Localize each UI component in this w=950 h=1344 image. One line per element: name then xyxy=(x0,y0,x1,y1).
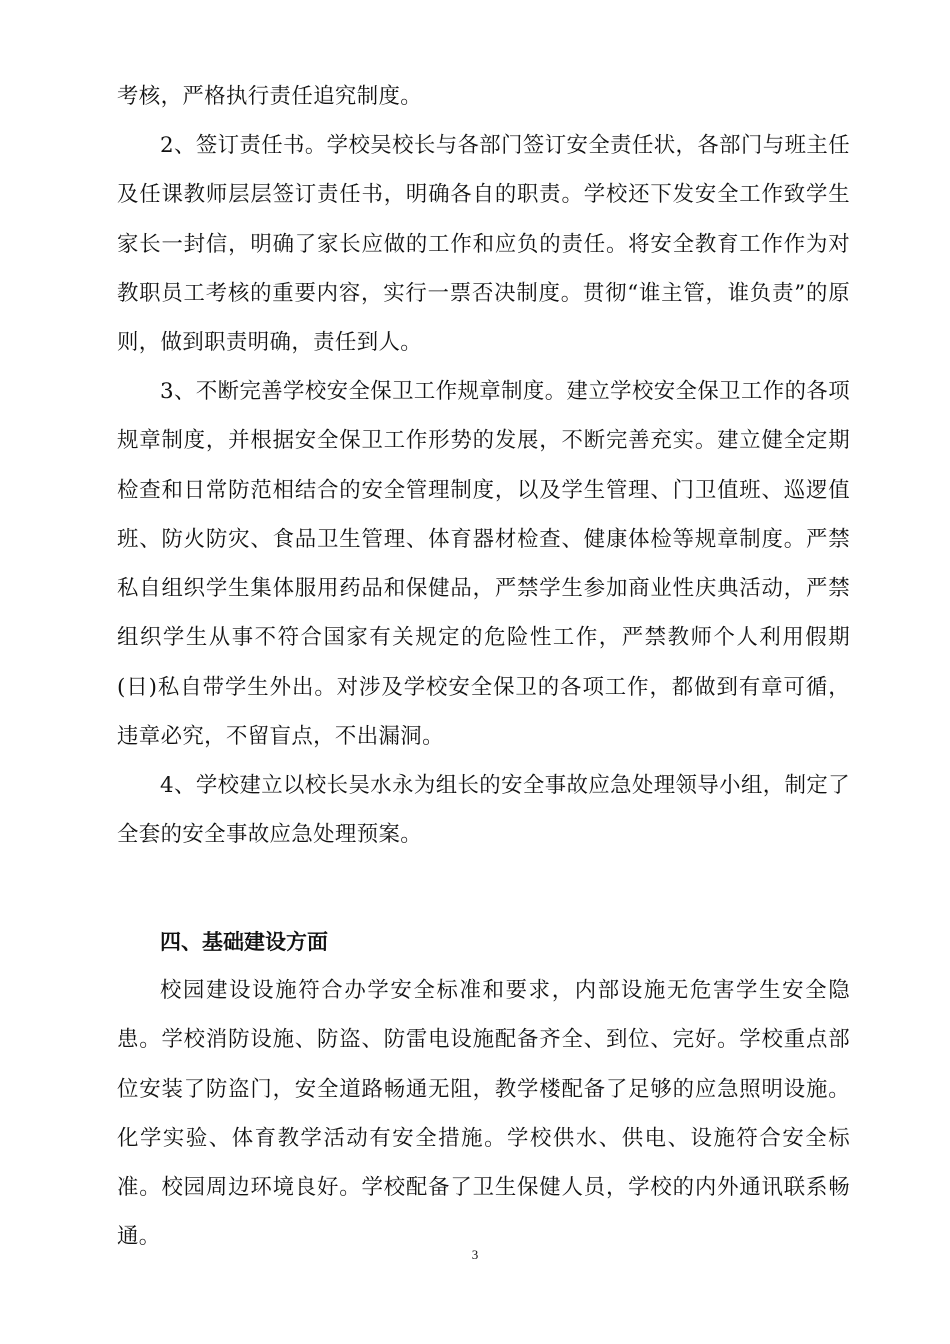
paragraph-infrastructure: 校园建设设施符合办学安全标准和要求，内部设施无危害学生安全隐患。学校消防设施、防盗、防雷电设施配备齐全、到位、完好。学校重点部位安装了防盗门，安全道路畅通无阻，教学楼配备了足够的应急照明设施。化学实验、体育教学活动有安全措施。学校供水、供电、设施符合安全标准。校园周边环境良好。学校配备了卫生保健人员，学校的内外通讯联系畅通。 xyxy=(117,978,850,1250)
paragraph-responsibility-letter: 2、签订责任书。学校吴校长与各部门签订安全责任状，各部门与班主任及任课教师层层签订责任书，明确各自的职责。学校还下发安全工作致学生家长一封信，明确了家长应做的工作和应负的责任。将安全教育工作作为对教职员工考核的重要内容，实行一票否决制度。贯彻“谁主管，谁负责”的原则，做到职责明确，责任到人。 xyxy=(117,133,850,356)
paragraph-rules-system: 3、不断完善学校安全保卫工作规章制度。建立学校安全保卫工作的各项规章制度，并根据安全保卫工作形势的发展，不断完善充实。建立健全定期检查和日常防范相结合的安全管理制度，以及学生管理、门卫值班、巡逻值班、防火防灾、食品卫生管理、体育器材检查、健康体检等规章制度。严禁私自组织学生集体服用药品和保健品，严禁学生参加商业性庆典活动，严禁组织学生从事不符合国家有关规定的危险性工作，严禁教师个人利用假期(日)私自带学生外出。对涉及学校安全保卫的各项工作，都做到有章可循，违章必究，不留盲点，不出漏洞。 xyxy=(117,379,850,750)
section-heading: 四、基础建设方面 xyxy=(160,930,328,954)
paragraph-continuation: 考核，严格执行责任追究制度。 xyxy=(117,84,423,109)
paragraph-emergency-team: 4、学校建立以校长吴水永为组长的安全事故应急处理领导小组，制定了全套的安全事故应急处理预案。 xyxy=(117,773,850,848)
page-number: 3 xyxy=(471,1247,479,1262)
